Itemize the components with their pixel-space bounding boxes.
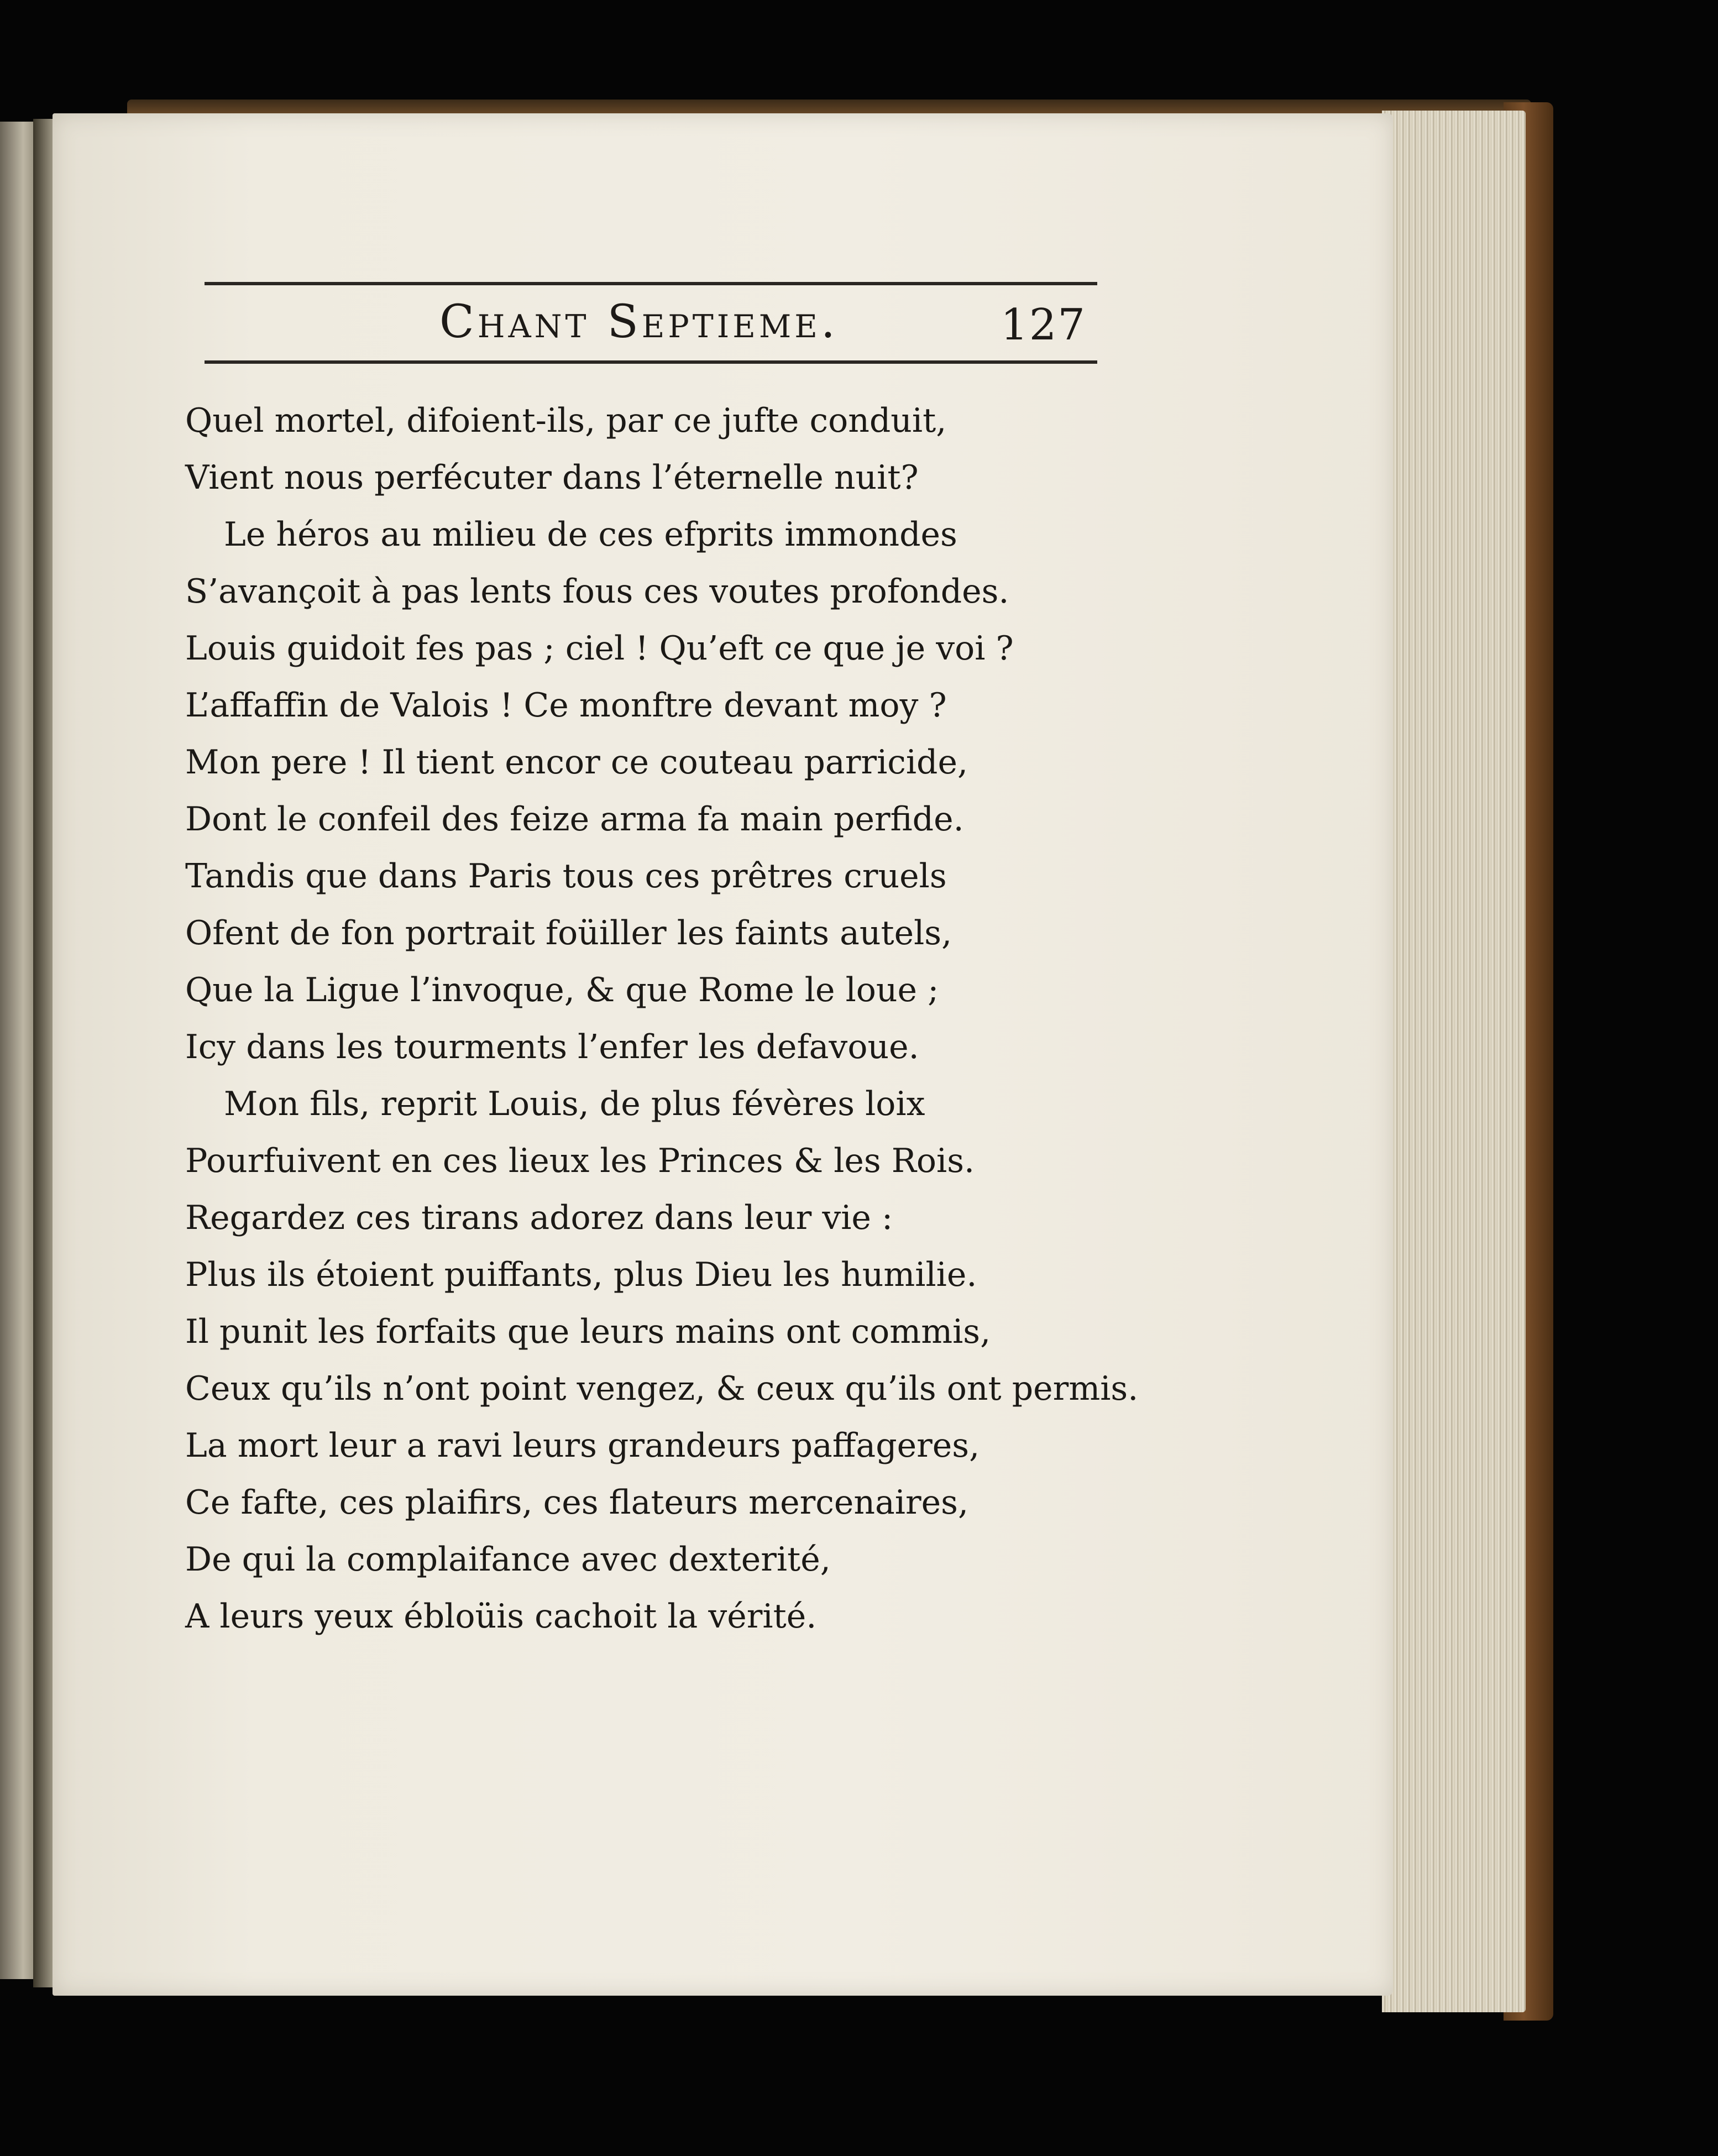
verse-line: Regardez ces tirans adorez dans leur vie :: [185, 1199, 893, 1237]
verse-line: Il punit les forfaits que leurs mains ont commis,: [185, 1312, 991, 1351]
verse-line: Vient nous perfécuter dans l’éternelle nuit?: [185, 458, 919, 497]
book-gutter: [33, 119, 55, 1987]
verse-line: S’avançoit à pas lents fous ces voutes profondes.: [185, 572, 1009, 611]
page-number: 127: [1001, 300, 1086, 350]
verse-line: Ceux qu’ils n’ont point vengez, & ceux qu’ils ont permis.: [185, 1369, 1139, 1408]
verse-line: Le héros au milieu de ces efprits immondes: [224, 515, 957, 554]
verse-line: Pourfuivent en ces lieux les Princes & les Rois.: [185, 1142, 975, 1180]
verse-line: L’affaffin de Valois ! Ce monftre devant moy ?: [185, 686, 947, 725]
verse-line: Ce fafte, ces plaifirs, ces flateurs mercenaires,: [185, 1483, 969, 1522]
verse-line: Quel mortel, difoient-ils, par ce jufte conduit,: [185, 401, 947, 440]
verse-line: Ofent de fon portrait foüiller les faints autels,: [185, 914, 952, 953]
verse-line: A leurs yeux ébloüis cachoit la vérité.: [185, 1597, 817, 1636]
verse-line: Mon fils, reprit Louis, de plus févères loix: [224, 1085, 925, 1123]
verse-line: Tandis que dans Paris tous ces prêtres cruels: [185, 857, 947, 896]
verse-line: Dont le confeil des feize arma fa main perfide.: [185, 800, 964, 839]
verse-line: Icy dans les tourments l’enfer les defavoue.: [185, 1028, 919, 1066]
verse-line: Mon pere ! Il tient encor ce couteau parricide,: [185, 743, 968, 782]
verse-line: Plus ils étoient puiffants, plus Dieu les humilie.: [185, 1255, 977, 1294]
verse-line: La mort leur a ravi leurs grandeurs paffageres,: [185, 1426, 980, 1465]
header-rule-top: [205, 282, 1097, 285]
verse-line: Louis guidoit fes pas ; ciel ! Qu’eft ce que je voi ?: [185, 629, 1014, 668]
verse-line: De qui la complaifance avec dexterité,: [185, 1540, 831, 1579]
verse-text: [185, 393, 1139, 1645]
running-head: [205, 296, 1097, 357]
header-rule-bottom: [205, 360, 1097, 364]
page-edge-stack: [1382, 111, 1526, 2012]
verse-line: Que la Ligue l’invoque, & que Rome le loue ;: [185, 971, 939, 1009]
running-title: Chant Septieme.: [439, 296, 839, 348]
